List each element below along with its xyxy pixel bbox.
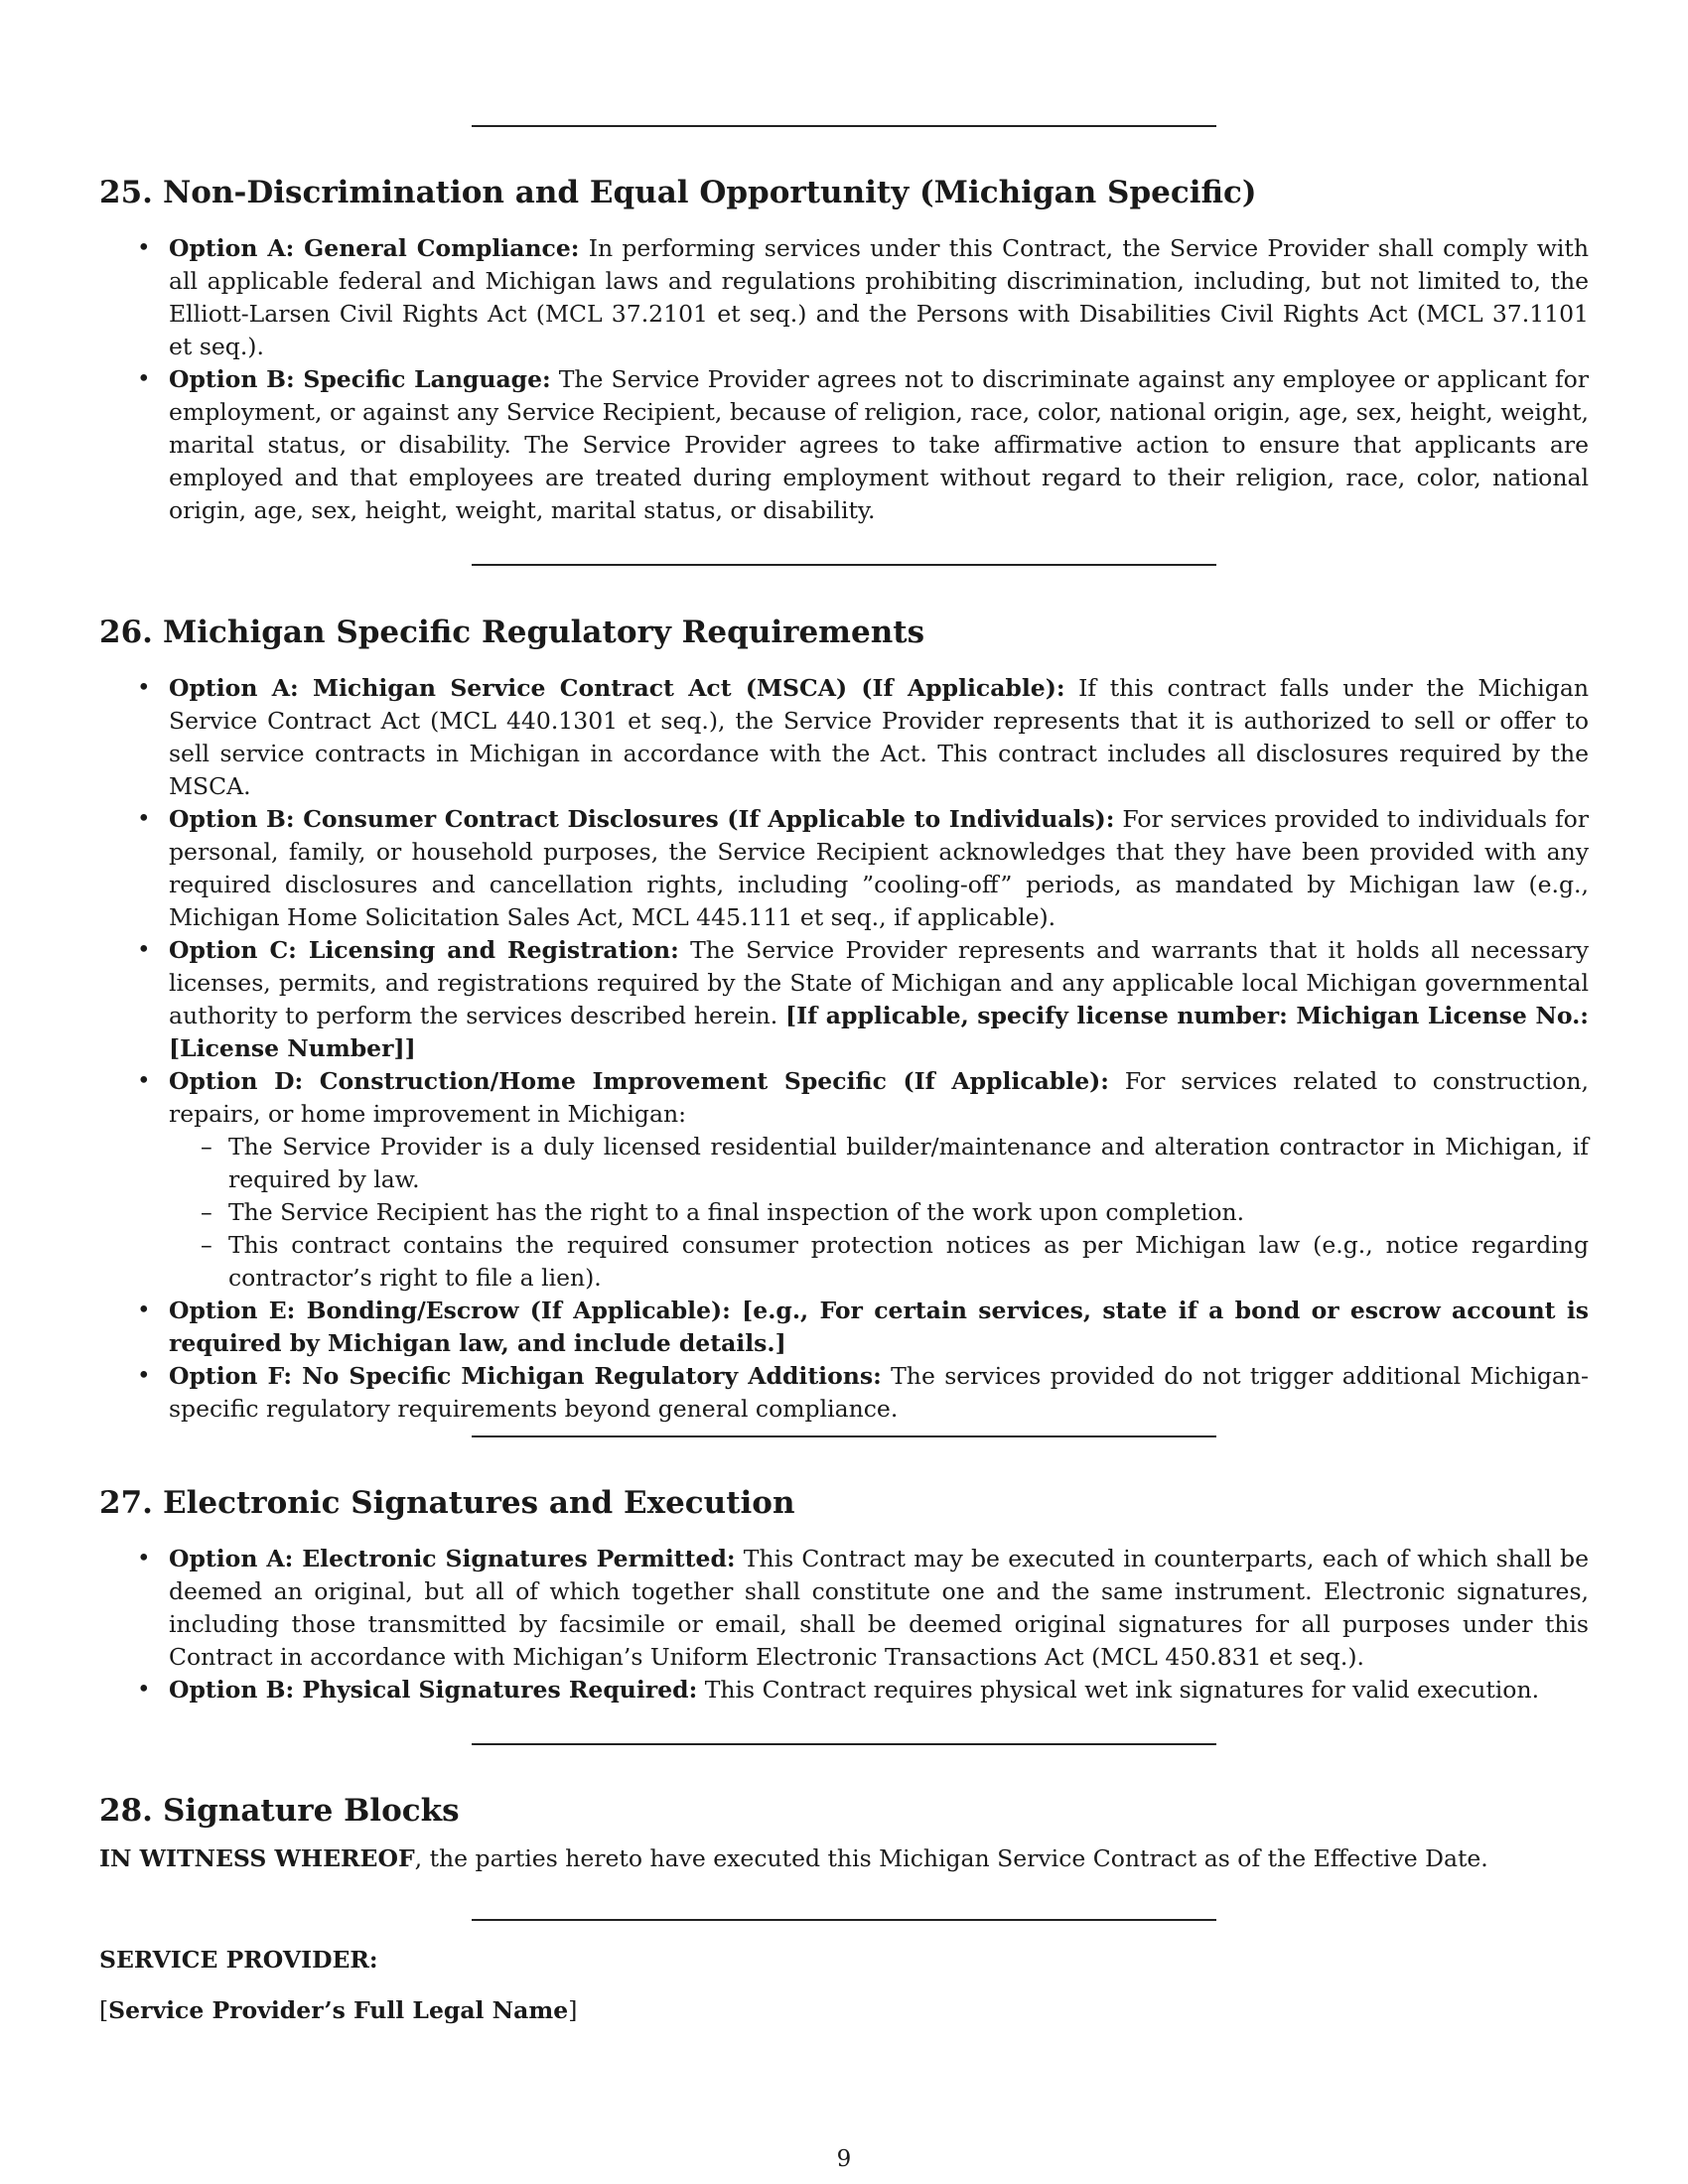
section-title: Electronic Signatures and Execution	[162, 1485, 795, 1521]
section-heading: 27. Electronic Signatures and Execution	[99, 1485, 795, 1521]
option-placeholder: [e.g., For certain services, state if a bond or escrow account is required by Michigan law, and include details.]	[169, 1297, 1589, 1357]
signature-name-line: [Service Provider’s Full Legal Name]	[99, 1996, 578, 2024]
option-text: The Service Provider agrees not to discriminate against any employee or applicant for employment, or against any Service Recipient, because of religion, race, color, national origin, age, sex, height, weight, marital status, or disability. The Service Provider agrees to take affirmative action to ensure that applicants are employed and that employees are treated during employment without regard to their religion, race, color, national origin, age, sex, height, weight, marital status, or disability.	[169, 365, 1590, 524]
section-27	[99, 1483, 1589, 1706]
section-divider	[472, 564, 1216, 566]
list-item	[99, 803, 1589, 934]
list-item	[99, 1674, 1589, 1706]
document-page	[99, 0, 1589, 2184]
signature-name-placeholder: Service Provider’s Full Legal Name	[108, 1996, 569, 2024]
page-number: 9	[836, 2146, 852, 2172]
option-text: For services related to construction, repairs, or home improvement in Michigan:	[169, 1067, 1589, 1128]
option-label: Option E: Bonding/Escrow (If Applicable):	[169, 1297, 731, 1324]
sub-list-item: – The Service Provider is a duly licensed residential builder/maintenance and alteration contractor in Michigan, if required by law.	[169, 1131, 1589, 1196]
list-item	[99, 1543, 1589, 1674]
option-text: This Contract may be executed in counterparts, each of which shall be deemed an original, but all of which together shall constitute one and the same instrument. Electronic signatures, including those transmitted by facsimile or email, shall be deemed original signatures for all purposes under this Contract in accordance with Michigan’s Uniform Electronic Transactions Act (MCL 450.831 et seq.).	[169, 1545, 1589, 1671]
section-divider	[472, 1435, 1216, 1437]
list-item	[99, 672, 1589, 803]
section-heading: 28. Signature Blocks	[99, 1793, 460, 1829]
option-text: The services provided do not trigger additional Michigan-specific regulatory requirements beyond general compliance.	[169, 1362, 1589, 1423]
list-item	[99, 1065, 1589, 1295]
section-28	[99, 1791, 1589, 1875]
option-placeholder: [If applicable, specify license number: Michigan License No.: [License Number]]	[169, 1002, 1589, 1062]
option-text: The Service Provider represents and warrants that it holds all necessary licenses, permits, and registrations required by the State of Michigan and any applicable local Michigan governmental authority to perform the services described herein.	[169, 936, 1589, 1029]
option-label: Option B: Consumer Contract Disclosures (If Applicable to Individuals):	[169, 805, 1115, 833]
option-label: Option F: No Specific Michigan Regulatory Additions:	[169, 1362, 882, 1390]
witness-text: , the parties hereto have executed this Michigan Service Contract as of the Effective Date.	[414, 1844, 1488, 1872]
option-label: Option C: Licensing and Registration:	[169, 936, 679, 964]
section-title: Non-Discrimination and Equal Opportunity (Michigan Specific)	[162, 175, 1257, 210]
signature-heading: SERVICE PROVIDER:	[99, 1946, 378, 1974]
option-text: For services provided to individuals for personal, family, or household purposes, the Service Recipient acknowledges that they have been provided with any required disclosures and cancellation rights, including ”cooling-off” periods, as mandated by Michigan law (e.g., Michigan Home Solicitation Sales Act, MCL 445.111 et seq., if applicable).	[169, 805, 1589, 931]
signature-block	[99, 1944, 1589, 2027]
option-label: Option B: Specific Language:	[169, 365, 551, 393]
option-label: Option A: Electronic Signatures Permitted:	[169, 1545, 736, 1572]
list-item	[99, 1360, 1589, 1426]
section-title: Michigan Specific Regulatory Requirements	[162, 614, 925, 650]
witness-clause	[99, 1843, 1589, 1875]
list-item	[99, 232, 1589, 363]
option-text: This Contract requires physical wet ink signatures for valid execution.	[697, 1676, 1540, 1704]
section-heading: 25. Non-Discrimination and Equal Opportunity (Michigan Specific)	[99, 175, 1257, 210]
section-divider	[472, 1919, 1216, 1921]
section-divider	[472, 1743, 1216, 1745]
section-heading: 26. Michigan Specific Regulatory Requirements	[99, 614, 925, 650]
option-label: Option A: General Compliance:	[169, 234, 580, 262]
option-label: Option A: Michigan Service Contract Act (MSCA) (If Applicable):	[169, 674, 1065, 702]
sub-list-item: – This contract contains the required consumer protection notices as per Michigan law (e.g., notice regarding contractor’s right to file a lien).	[169, 1229, 1589, 1295]
list-item	[99, 1295, 1589, 1360]
sub-list	[169, 1131, 1589, 1295]
option-list	[99, 672, 1589, 1426]
option-text: If this contract falls under the Michigan Service Contract Act (MCL 440.1301 et seq.), the Service Provider represents that it is authorized to sell or offer to sell service contracts in Michigan in accordance with the Act. This contract includes all disclosures required by the MSCA.	[169, 674, 1589, 800]
list-item	[99, 363, 1589, 527]
option-list	[99, 1543, 1589, 1706]
section-25	[99, 173, 1589, 527]
option-list	[99, 232, 1589, 527]
option-label: Option B: Physical Signatures Required:	[169, 1676, 698, 1704]
option-label: Option D: Construction/Home Improvement Specific (If Applicable):	[169, 1067, 1109, 1095]
option-text: In performing services under this Contract, the Service Provider shall comply with all applicable federal and Michigan laws and regulations prohibiting discrimination, including, but not limited to, the Elliott-Larsen Civil Rights Act (MCL 37.2101 et seq.) and the Persons with Disabilities Civil Rights Act (MCL 37.1101 et seq.).	[169, 234, 1589, 360]
section-title: Signature Blocks	[162, 1793, 460, 1829]
list-item	[99, 934, 1589, 1065]
witness-lead: IN WITNESS WHEREOF	[99, 1844, 415, 1872]
section-26	[99, 613, 1589, 1426]
section-divider	[472, 125, 1216, 127]
sub-list-item: – The Service Recipient has the right to a final inspection of the work upon completion.	[169, 1196, 1589, 1229]
